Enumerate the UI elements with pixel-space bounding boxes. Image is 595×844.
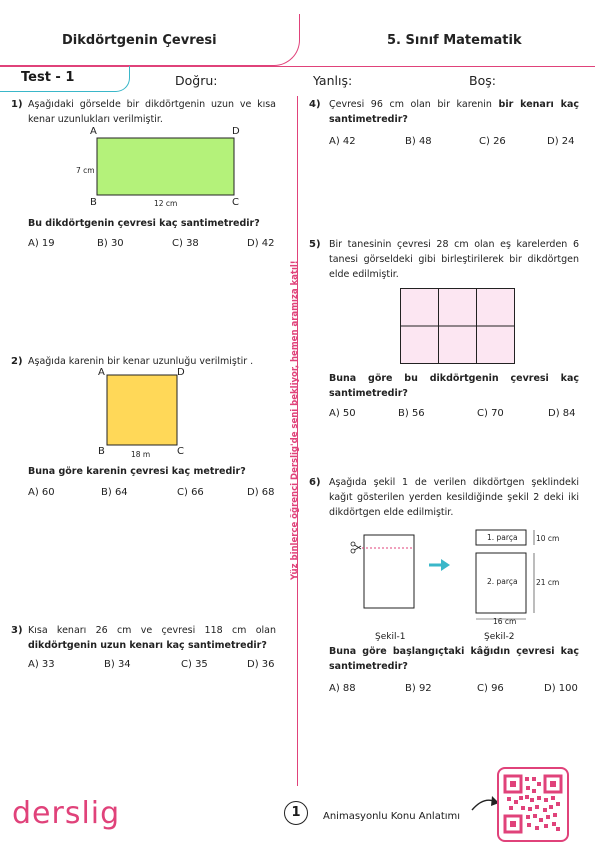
question-text: Aşağıdaki görselde bir dikdörtgenin uzun ve kısa kenar uzunlukları verilmiştir. xyxy=(28,99,276,125)
option-b[interactable]: B) 64 xyxy=(101,487,128,498)
option-c[interactable]: C) 35 xyxy=(181,659,208,670)
question-number: 3) xyxy=(11,625,23,636)
option-c[interactable]: C) 66 xyxy=(177,487,204,498)
question-text: Aşağıda karenin bir kenar uzunluğu verilmiştir . xyxy=(28,356,254,367)
option-b[interactable]: B) 30 xyxy=(97,238,124,249)
question-text-bold: bir kenarı kaç santimetredir? xyxy=(329,99,579,125)
question-prompt: Buna göre bu dikdörtgenin çevresi kaç santimetredir? xyxy=(329,373,579,399)
question-number: 1) xyxy=(11,99,23,110)
question-text xyxy=(329,97,579,127)
question-text-bold: dikdörtgenin uzun kenarı kaç santimetredir? xyxy=(28,640,267,651)
option-a[interactable]: A) 42 xyxy=(329,136,356,147)
piece-label: 1. parça xyxy=(487,533,518,542)
option-c[interactable]: C) 96 xyxy=(477,683,504,694)
empty-label: Boş: xyxy=(469,73,496,88)
option-a[interactable]: A) 60 xyxy=(28,487,55,498)
option-d[interactable]: D) 100 xyxy=(544,683,578,694)
option-a[interactable]: A) 19 xyxy=(28,238,55,249)
grade-title: 5. Sınıf Matematik xyxy=(387,33,522,48)
figure-label: Şekil-2 xyxy=(484,632,515,642)
dimension-label: 21 cm xyxy=(536,578,560,587)
curved-arrow-icon xyxy=(470,790,500,814)
corner-label: A xyxy=(90,126,97,137)
corner-label: D xyxy=(177,367,185,378)
option-d[interactable]: D) 36 xyxy=(247,659,275,670)
option-b[interactable]: B) 92 xyxy=(405,683,432,694)
option-d[interactable]: D) 68 xyxy=(247,487,275,498)
question-text xyxy=(28,623,276,653)
dimension-label: 10 cm xyxy=(536,534,560,543)
side-length-label: 12 cm xyxy=(154,199,178,208)
arrow-icon xyxy=(429,559,450,571)
question-number: 2) xyxy=(11,356,23,367)
corner-label: D xyxy=(232,126,240,137)
page-title: Dikdörtgenin Çevresi xyxy=(62,33,217,48)
option-b[interactable]: B) 34 xyxy=(104,659,131,670)
corner-label: C xyxy=(177,446,184,457)
question-text-plain: Çevresi 96 cm olan bir karenin xyxy=(329,99,492,110)
derslig-logo[interactable]: derslig xyxy=(12,796,121,831)
option-b[interactable]: B) 48 xyxy=(405,136,432,147)
option-d[interactable]: D) 24 xyxy=(547,136,575,147)
question-prompt: Buna göre karenin çevresi kaç metredir? xyxy=(28,466,246,477)
test-label: Test - 1 xyxy=(21,70,75,85)
option-c[interactable]: C) 26 xyxy=(479,136,506,147)
qr-code-icon[interactable] xyxy=(499,769,567,840)
piece-label: 2. parça xyxy=(487,577,518,586)
question-prompt: Bu dikdörtgenin çevresi kaç santimetredir? xyxy=(28,218,260,229)
square-figure xyxy=(100,370,190,450)
side-length-label: 7 cm xyxy=(76,166,95,175)
question-text: Aşağıda şekil 1 de verilen dikdörtgen şeklindeki kağıt gösterilen yerden kesildiğinde şekil 2 deki iki dikdörtgen elde edilmiştir. xyxy=(329,477,579,518)
qr-code-frame[interactable] xyxy=(497,767,569,842)
figure-label: Şekil-1 xyxy=(375,632,406,642)
corner-label: A xyxy=(98,367,105,378)
dimension-label: 16 cm xyxy=(493,617,517,626)
correct-label: Doğru: xyxy=(175,73,218,88)
side-banner: Yüz binlerce öğrenci Derslig'de seni bekliyor, hemen aramıza katıl! xyxy=(290,260,300,580)
option-a[interactable]: A) 88 xyxy=(329,683,356,694)
question-number: 4) xyxy=(309,99,321,110)
option-b[interactable]: B) 56 xyxy=(398,408,425,419)
question-text: Bir tanesinin çevresi 28 cm olan eş karelerden 6 tanesi görseldeki gibi birleştirilerek bir dikdörtgen elde edilmiştir. xyxy=(329,239,579,280)
option-c[interactable]: C) 38 xyxy=(172,238,199,249)
option-d[interactable]: D) 42 xyxy=(247,238,275,249)
animation-link[interactable]: Animasyonlu Konu Anlatımı xyxy=(323,811,461,822)
corner-label: B xyxy=(90,197,97,208)
question-number: 6) xyxy=(309,477,321,488)
option-c[interactable]: C) 70 xyxy=(477,408,504,419)
corner-label: C xyxy=(232,197,239,208)
option-a[interactable]: A) 50 xyxy=(329,408,356,419)
corner-label: B xyxy=(98,446,105,457)
six-squares-figure xyxy=(400,288,518,366)
option-d[interactable]: D) 84 xyxy=(548,408,576,419)
page-number: 1 xyxy=(284,801,308,825)
side-length-label: 18 m xyxy=(131,450,151,459)
question-text-plain: Kısa kenarı 26 cm ve çevresi 118 cm olan xyxy=(28,625,276,636)
wrong-label: Yanlış: xyxy=(313,73,353,88)
question-prompt: Buna göre başlangıçtaki kâğıdın çevresi kaç santimetredir? xyxy=(329,646,579,672)
option-a[interactable]: A) 33 xyxy=(28,659,55,670)
scissors-icon xyxy=(351,542,361,553)
question-number: 5) xyxy=(309,239,321,250)
